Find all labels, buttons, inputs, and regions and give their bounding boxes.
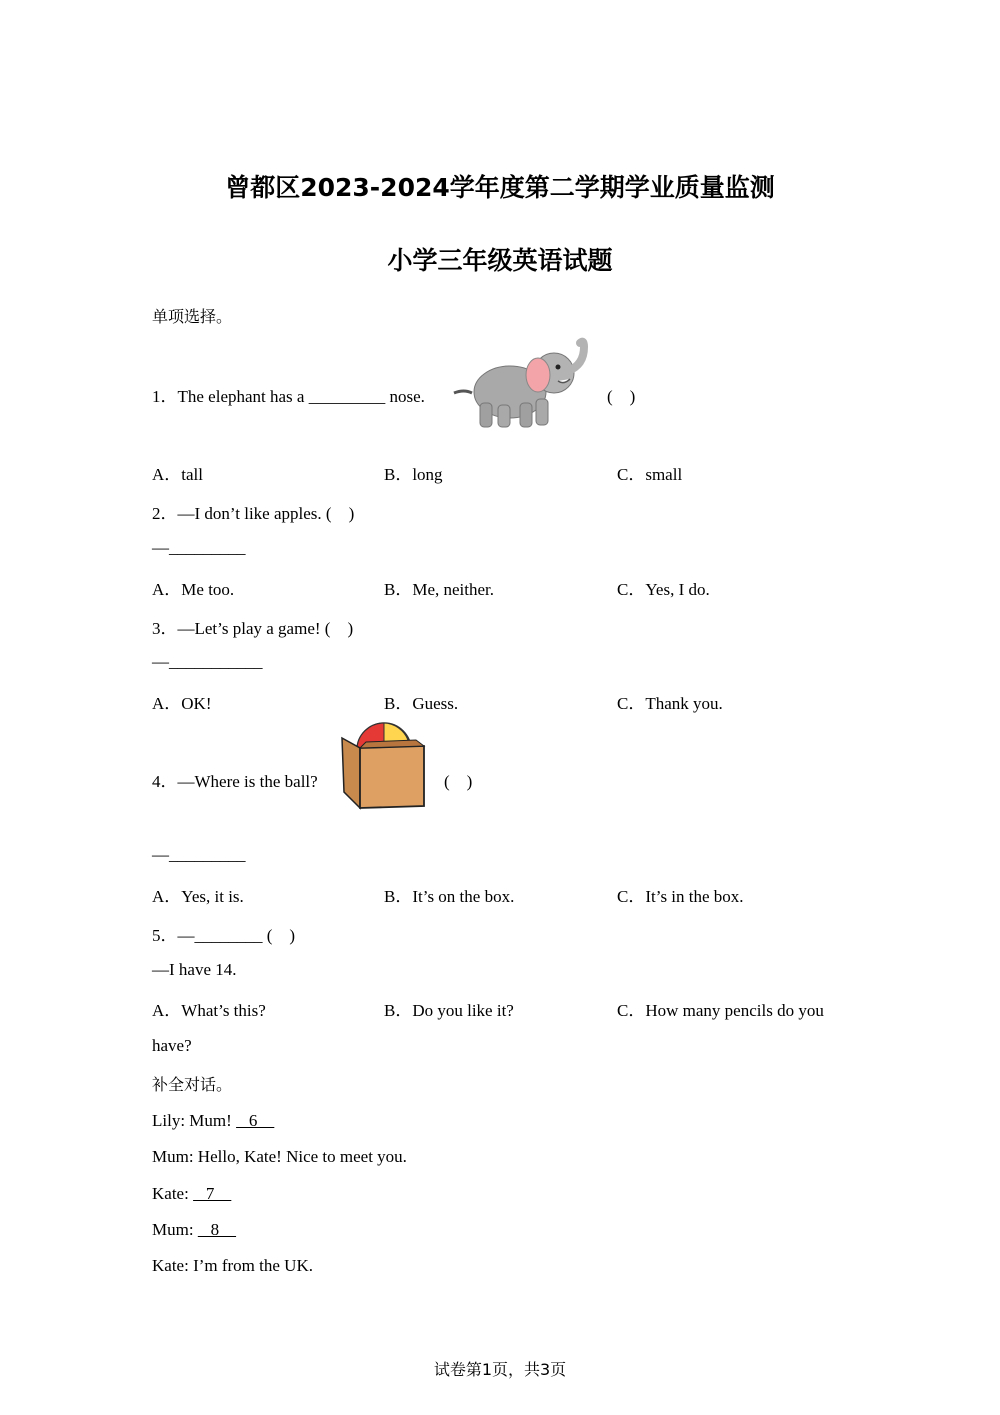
question-3-reply-blank: —___________: [152, 652, 263, 671]
question-1-answer-bracket: ( ): [607, 387, 636, 406]
question-4-option-b: B．It’s on the box.: [384, 887, 515, 906]
question-1-stem: 1．The elephant has a _________ nose.: [152, 387, 425, 406]
page-subtitle: 小学三年级英语试题: [387, 246, 613, 275]
question-2-stem: 2．—I don’t like apples. ( ): [152, 504, 355, 523]
dialogue-line-1-text: Lily: Mum!: [152, 1111, 237, 1130]
section-heading-choice: 单项选择。: [152, 307, 233, 326]
elephant-illustration: [450, 337, 592, 432]
question-1-option-c: C．small: [617, 465, 683, 484]
question-3-option-b: B．Guess.: [384, 694, 459, 713]
question-4-option-c: C．It’s in the box.: [617, 887, 744, 906]
question-5-option-c-wrap: have?: [152, 1036, 192, 1055]
question-4-reply-blank: —_________: [152, 845, 246, 864]
question-5-option-b: B．Do you like it?: [384, 1001, 514, 1020]
question-4-answer-bracket: ( ): [444, 772, 473, 791]
question-2-option-c: C．Yes, I do.: [617, 580, 710, 599]
question-1-option-a: A．tall: [152, 465, 203, 484]
dialogue-line-4-text: Mum:: [152, 1220, 198, 1239]
blank-8: 8: [197, 1220, 237, 1239]
dialogue-line-2: Mum: Hello, Kate! Nice to meet you.: [152, 1147, 407, 1166]
section-heading-dialogue: 补全对话。: [152, 1075, 233, 1094]
question-4-stem: 4．—Where is the ball?: [152, 772, 318, 791]
question-5-stem: 5．—________ ( ): [152, 926, 296, 945]
question-5-option-a: A．What’s this?: [152, 1001, 266, 1020]
question-2-reply-blank: —_________: [152, 538, 246, 557]
question-2-option-a: A．Me too.: [152, 580, 235, 599]
page-footer: 试卷第1页，共3页: [433, 1360, 567, 1379]
blank-7: 7: [193, 1184, 232, 1203]
question-3-stem: 3．—Let’s play a game! ( ): [152, 619, 354, 638]
blank-6: 6: [236, 1111, 275, 1130]
question-5-option-c: C．How many pencils do you: [617, 1001, 824, 1020]
question-2-option-b: B．Me, neither.: [384, 580, 495, 599]
dialogue-line-4: [152, 1220, 236, 1240]
dialogue-line-5: Kate: I’m from the UK.: [152, 1256, 313, 1275]
dialogue-line-3: [152, 1184, 231, 1204]
ball-in-box-illustration: [340, 722, 428, 812]
question-3-option-c: C．Thank you.: [617, 694, 723, 713]
question-4-option-a: A．Yes, it is.: [152, 887, 244, 906]
page-title: 曾都区2023-2024学年度第二学期学业质量监测: [225, 173, 775, 202]
question-5-reply: —I have 14.: [152, 960, 237, 979]
dialogue-line-1: [152, 1111, 274, 1131]
question-1-option-b: B．long: [384, 465, 443, 484]
dialogue-line-3-text: Kate:: [152, 1184, 194, 1203]
question-3-option-a: A．OK!: [152, 694, 212, 713]
